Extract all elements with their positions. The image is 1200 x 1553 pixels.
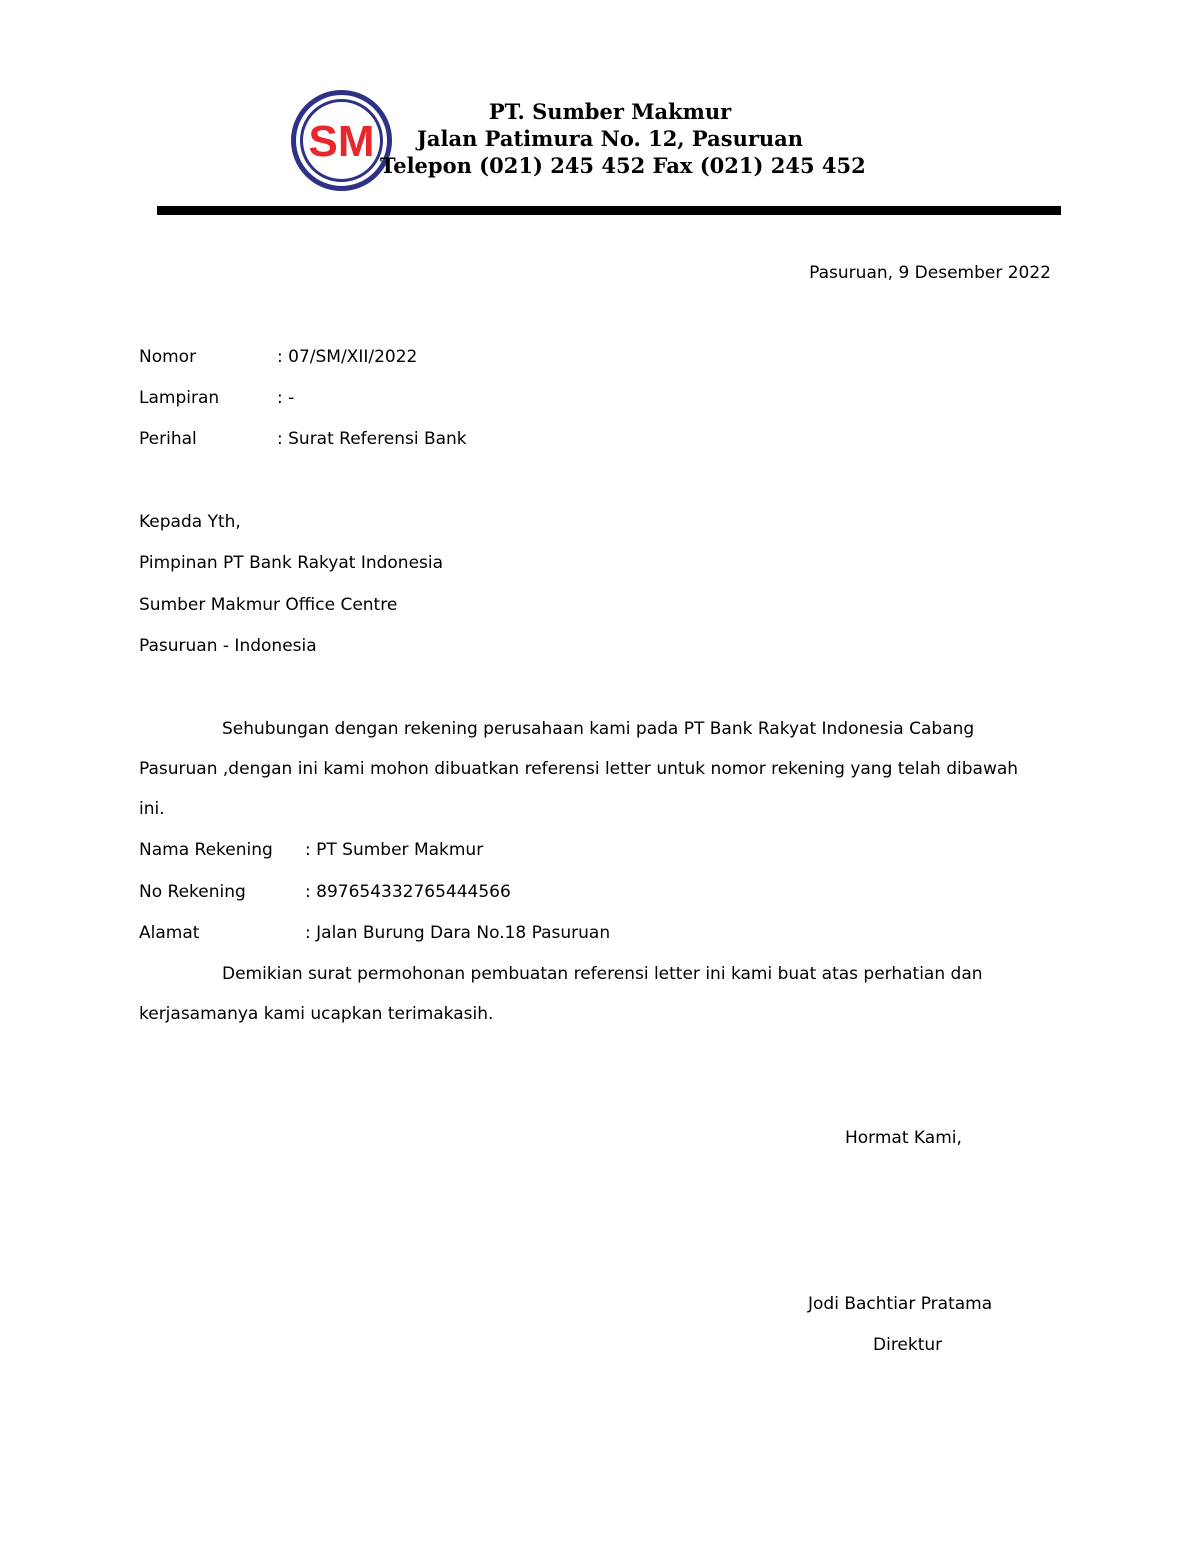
company-logo bbox=[290, 89, 393, 192]
header-divider bbox=[157, 206, 1061, 215]
detail-value-alamat: : Jalan Burung Dara No.18 Pasuruan bbox=[305, 923, 611, 943]
closing-line: kerjasamanya kami ucapkan terimakasih. bbox=[139, 1004, 494, 1024]
closing-line: Demikian surat permohonan pembuatan referensi letter ini kami buat atas perhatian dan bbox=[222, 964, 983, 984]
detail-label-nama-rekening: Nama Rekening bbox=[139, 840, 273, 860]
recipient-line: Sumber Makmur Office Centre bbox=[139, 595, 398, 615]
meta-value-lampiran: : - bbox=[277, 388, 295, 408]
company-name: PT. Sumber Makmur bbox=[488, 99, 732, 124]
company-address: Jalan Patimura No. 12, Pasuruan bbox=[416, 126, 804, 151]
body-line: Pasuruan ,dengan ini kami mohon dibuatkan referensi letter untuk nomor rekening yang telah dibawah bbox=[139, 759, 1019, 779]
detail-value-no-rekening: : 897654332765444566 bbox=[305, 882, 511, 902]
recipient-line: Pasuruan - Indonesia bbox=[139, 636, 317, 656]
detail-label-alamat: Alamat bbox=[139, 923, 200, 943]
signatory-title: Direktur bbox=[873, 1335, 943, 1355]
recipient-line: Kepada Yth, bbox=[139, 512, 241, 532]
detail-value-nama-rekening: : PT Sumber Makmur bbox=[305, 840, 484, 860]
letter-date: Pasuruan, 9 Desember 2022 bbox=[809, 263, 1051, 283]
meta-value-nomor: : 07/SM/XII/2022 bbox=[277, 347, 418, 367]
meta-label-perihal: Perihal bbox=[139, 429, 197, 449]
meta-value-perihal: : Surat Referensi Bank bbox=[277, 429, 467, 449]
company-contact: Telepon (021) 245 452 Fax (021) 245 452 bbox=[380, 153, 866, 178]
detail-label-no-rekening: No Rekening bbox=[139, 882, 246, 902]
body-line: Sehubungan dengan rekening perusahaan kami pada PT Bank Rakyat Indonesia Cabang bbox=[222, 719, 975, 739]
body-line: ini. bbox=[139, 799, 165, 819]
meta-label-lampiran: Lampiran bbox=[139, 388, 220, 408]
signature-salutation: Hormat Kami, bbox=[845, 1128, 962, 1148]
letterhead-text bbox=[380, 98, 866, 179]
logo-text: SM bbox=[308, 117, 375, 166]
signatory-name: Jodi Bachtiar Pratama bbox=[808, 1294, 993, 1314]
meta-label-nomor: Nomor bbox=[139, 347, 197, 367]
recipient-line: Pimpinan PT Bank Rakyat Indonesia bbox=[139, 553, 444, 573]
